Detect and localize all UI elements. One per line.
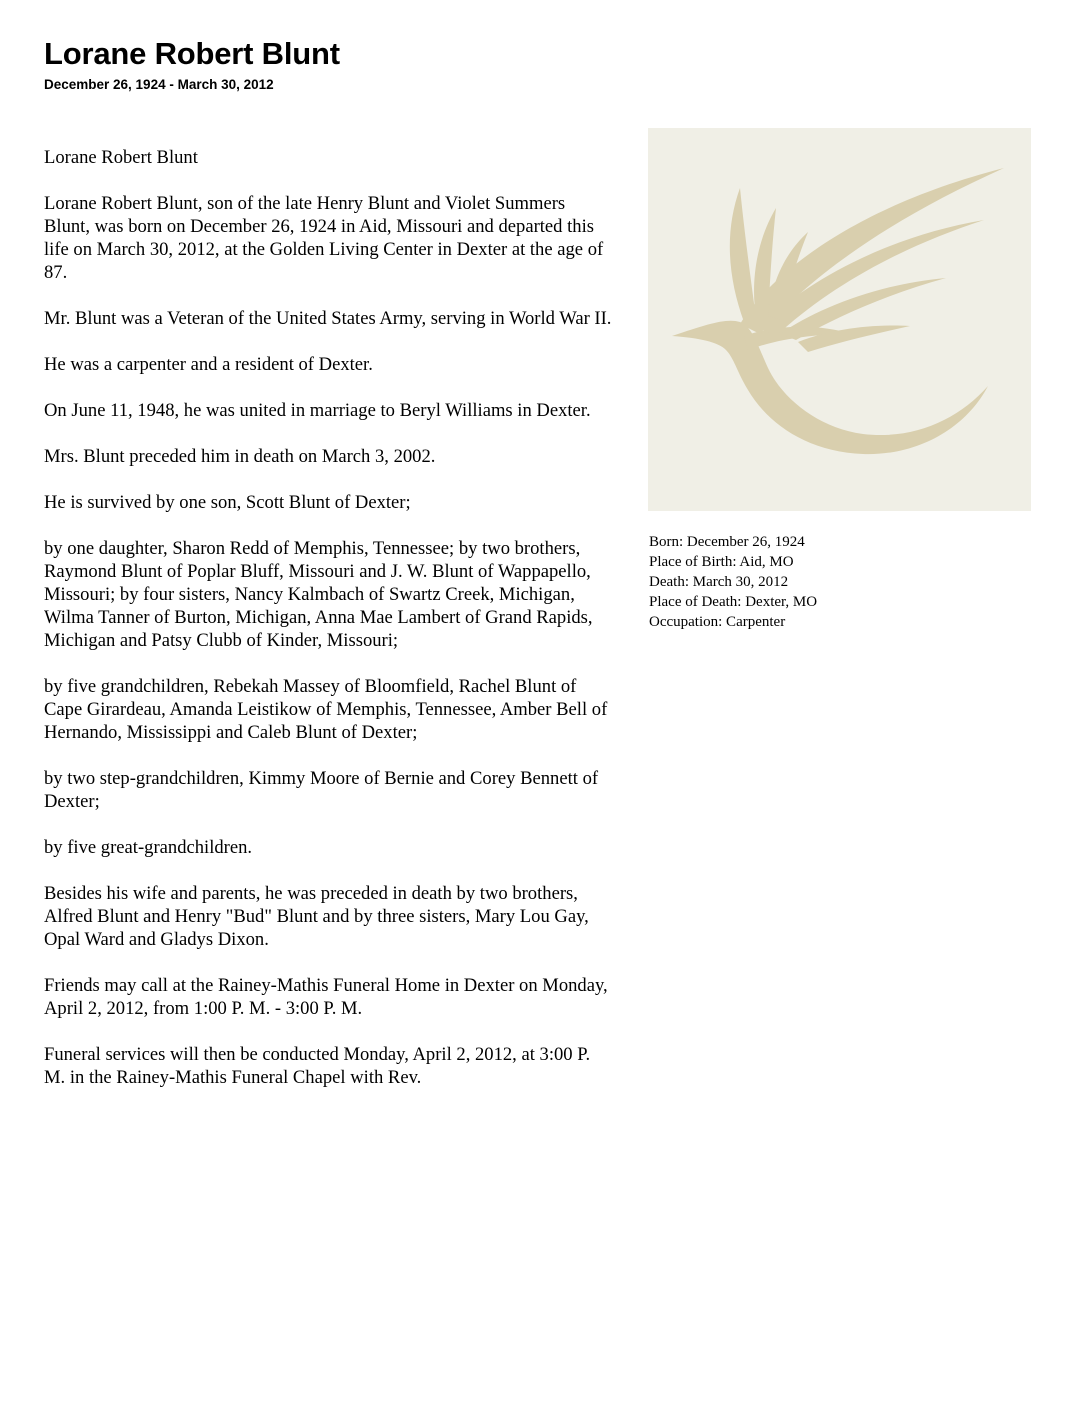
obituary-paragraph: Mr. Blunt was a Veteran of the United States Army, serving in World War II. [44,308,612,329]
obituary-paragraph: by five great-grandchildren. [44,837,253,858]
obituary-paragraph: Funeral services will then be conducted Monday, April 2, 2012, at 3:00 P. M. in the Rainey-Mathis Funeral Chapel with Rev. [44,1044,591,1088]
fact-born: Born: December 26, 1924 [649,534,805,550]
obituary-text [44,146,614,1112]
obituary-paragraph: Besides his wife and parents, he was preceded in death by two brothers, Alfred Blunt and Henry "Bud" Blunt and by three sisters, Mary Lou Gay, Opal Ward and Gladys Dixon. [44,883,589,950]
obituary-paragraph: by two step-grandchildren, Kimmy Moore of Bernie and Corey Bennett of Dexter; [44,768,599,812]
life-dates: December 26, 1924 - March 30, 2012 [44,77,274,92]
fact-place-of-death: Place of Death: Dexter, MO [649,594,818,610]
obituary-paragraph: He is survived by one son, Scott Blunt of Dexter; [44,492,411,513]
dove-icon [648,128,1031,511]
obituary-paragraph: Friends may call at the Rainey-Mathis Funeral Home in Dexter on Monday, April 2, 2012, from 1:00 P. M. - 3:00 P. M. [44,975,608,1019]
page-title: Lorane Robert Blunt [44,36,340,71]
vital-facts [649,532,817,632]
obituary-paragraph: by five grandchildren, Rebekah Massey of Bloomfield, Rachel Blunt of Cape Girardeau, Amanda Leistikow of Memphis, Tennessee, Amber Bell of Hernando, Mississippi and Caleb Blunt of Dexter; [44,676,608,743]
fact-death: Death: March 30, 2012 [649,574,789,590]
obituary-paragraph: by one daughter, Sharon Redd of Memphis, Tennessee; by two brothers, Raymond Blunt of Poplar Bluff, Missouri and J. W. Blunt of Wappapello, Missouri; by four sisters, Nancy Kalmbach of Swartz Creek, Michigan, Wilma Tanner of Burton, Michigan, Anna Mae Lambert of Grand Rapids, Michigan and Patsy Clubb of Kinder, Missouri; [44,538,593,651]
obituary-header [44,36,340,94]
obituary-paragraph: Lorane Robert Blunt, son of the late Henry Blunt and Violet Summers Blunt, was born on December 26, 1924 in Aid, Missouri and departed this life on March 30, 2012, at the Golden Living Center in Dexter at the age of 87. [44,193,604,283]
fact-place-of-birth: Place of Birth: Aid, MO [649,554,794,570]
obituary-paragraph: Mrs. Blunt preceded him in death on March 3, 2002. [44,446,436,467]
obituary-paragraph: On June 11, 1948, he was united in marriage to Beryl Williams in Dexter. [44,400,591,421]
fact-occupation: Occupation: Carpenter [649,614,786,630]
memorial-photo [648,128,1031,511]
obituary-paragraph: He was a carpenter and a resident of Dexter. [44,354,373,375]
obituary-paragraph: Lorane Robert Blunt [44,147,198,168]
